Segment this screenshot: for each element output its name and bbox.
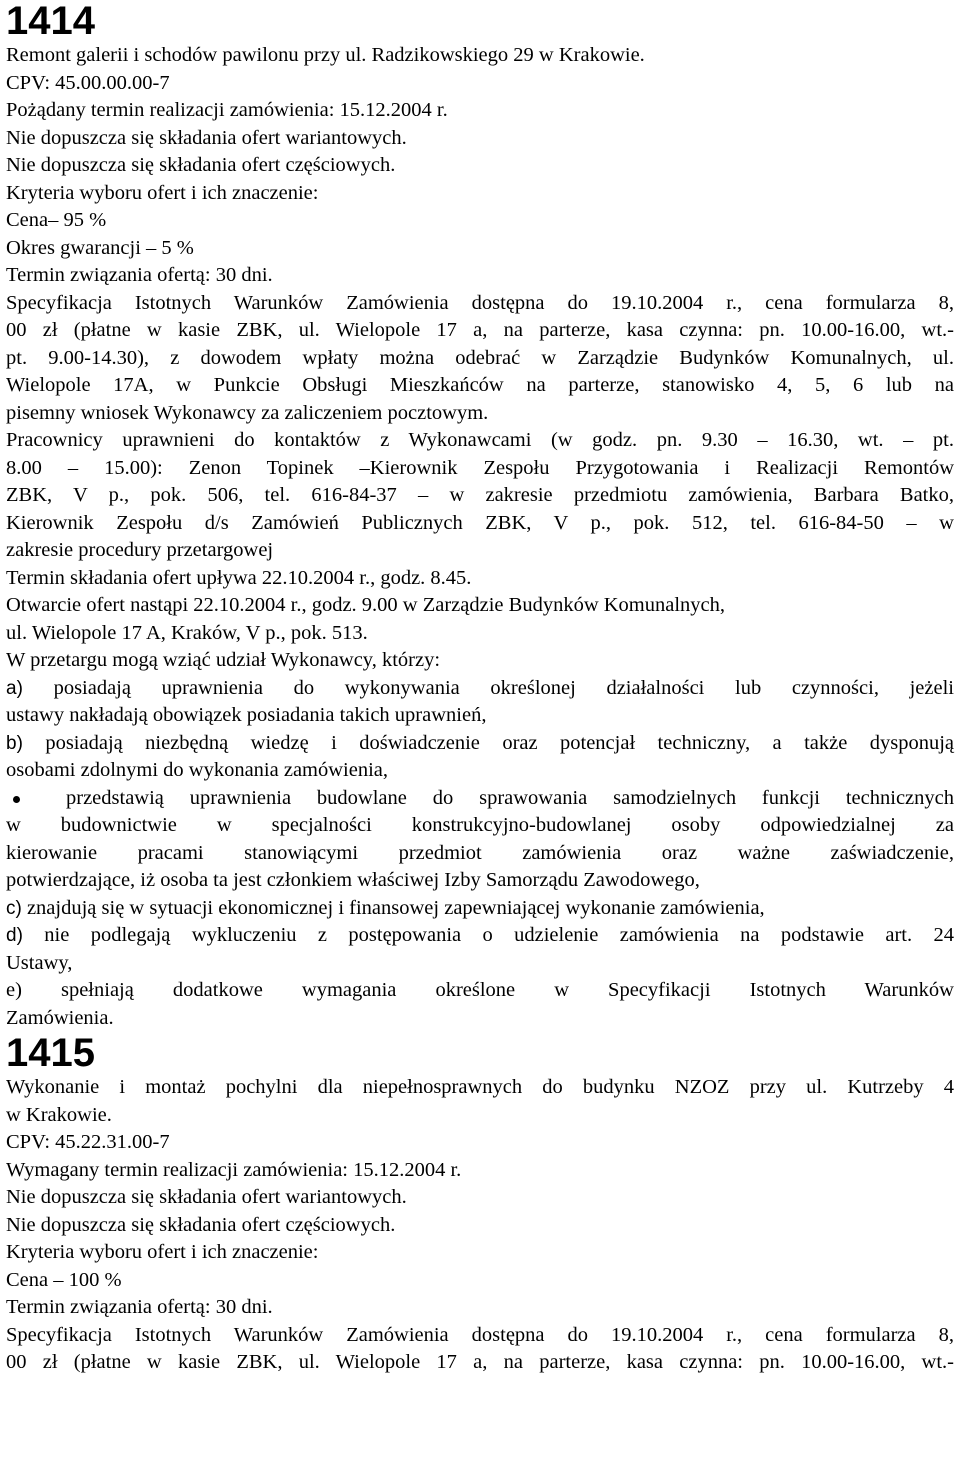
criterion-warranty: Okres gwarancji – 5 % xyxy=(6,236,194,259)
condition-b xyxy=(6,730,954,758)
condition-text: posiadają niezbędną wiedzę i doświadczenie oraz potencjał techniczny, a także dysponują xyxy=(45,731,954,754)
bullet-line: potwierdzające, iż osoba ta jest członkiem właściwej Izby Samorządu Zawodowego, xyxy=(6,869,700,891)
no-partial-offers: Nie dopuszcza się składania ofert częściowych. xyxy=(6,154,396,176)
siwz-line: pt. 9.00-14.30), z dowodem wpłaty można odebrać w Zarządzie Budynków Komunalnych, ul. xyxy=(6,346,954,369)
bullet-line: przedstawią uprawnienia budowlane do sprawowania samodzielnych funkcji technicznych xyxy=(6,785,954,813)
criterion-price: Cena – 100 % xyxy=(6,1268,122,1291)
bullet-item xyxy=(6,785,954,895)
opening-line: Otwarcie ofert nastąpi 22.10.2004 r., godz. 9.00 w Zarządzie Budynków Komunalnych, xyxy=(6,594,726,616)
bullet-line: w budownictwie w specjalności konstrukcyjno-budowlanej osoby odpowiedzialnej za xyxy=(6,814,954,836)
condition-b-cont: osobami zdolnymi do wykonania zamówienia, xyxy=(6,759,389,781)
notice-title: Wykonanie i montaż pochylni dla niepełnosprawnych do budynku NZOZ przy ul. Kutrzeby 4 xyxy=(6,1076,954,1098)
completion-term: Wymagany termin realizacji zamówienia: 15.12.2004 r. xyxy=(6,1158,462,1181)
notice-number: 1414 xyxy=(6,0,95,43)
contact-staff-line: Pracownicy uprawnieni do kontaktów z Wykonawcami (w godz. pn. 9.30 – 16.30, wt. – pt. xyxy=(6,429,954,451)
completion-term: Pożądany termin realizacji zamówienia: 15.12.2004 r. xyxy=(6,99,448,121)
condition-c xyxy=(6,895,954,923)
condition-label: c) xyxy=(6,897,22,919)
condition-e: e) spełniają dodatkowe wymagania określone w Specyfikacji Istotnych Warunków xyxy=(6,979,954,1001)
condition-text: posiadają uprawnienia do wykonywania określonej działalności lub czynności, jeżeli xyxy=(53,676,954,699)
no-variant-offers: Nie dopuszcza się składania ofert wariantowych. xyxy=(6,126,407,149)
criteria-heading: Kryteria wyboru ofert i ich znaczenie: xyxy=(6,1241,319,1263)
siwz-line: pisemny wniosek Wykonawcy za zaliczeniem pocztowym. xyxy=(6,401,489,424)
participants-heading: W przetargu mogą wziąć udział Wykonawcy, którzy: xyxy=(6,649,441,671)
condition-label: a) xyxy=(6,677,23,699)
condition-a xyxy=(6,675,954,703)
cpv-code: CPV: 45.22.31.00-7 xyxy=(6,1131,170,1153)
contact-staff-line: zakresie procedury przetargowej xyxy=(6,539,274,561)
condition-d-cont: Ustawy, xyxy=(6,951,73,974)
siwz-line: 00 zł (płatne w kasie ZBK, ul. Wielopole 17 a, na parterze, kasa czynna: pn. 10.00-16.00, wt.- xyxy=(6,319,954,341)
condition-text: znajdują się w sytuacji ekonomicznej i finansowej zapewniającej wykonanie zamówienia, xyxy=(26,896,765,919)
condition-a-cont: ustawy nakładają obowiązek posiadania takich uprawnień, xyxy=(6,704,487,726)
no-variant-offers: Nie dopuszcza się składania ofert wariantowych. xyxy=(6,1186,407,1208)
contact-staff-line: Kierownik Zespołu d/s Zamówień Publicznych ZBK, V p., pok. 512, tel. 616-84-50 – w xyxy=(6,511,954,534)
condition-d xyxy=(6,922,954,950)
siwz-line: Specyfikacja Istotnych Warunków Zamówienia dostępna do 19.10.2004 r., cena formularza 8, xyxy=(6,1323,954,1346)
opening-line: ul. Wielopole 17 A, Kraków, V p., pok. 513. xyxy=(6,621,368,644)
bullet-line: kierowanie pracami stanowiącymi przedmiot zamówienia oraz ważne zaświadczenie, xyxy=(6,841,954,864)
siwz-line: Specyfikacja Istotnych Warunków Zamówienia dostępna do 19.10.2004 r., cena formularza 8, xyxy=(6,291,954,314)
notice-1414 xyxy=(6,0,954,1032)
condition-text: nie podlegają wykluczeniu z postępowania o udzielenie zamówienia na podstawie art. 24 xyxy=(44,924,955,946)
criterion-price: Cena– 95 % xyxy=(6,209,107,231)
notice-1415 xyxy=(6,1032,954,1377)
criteria-heading: Kryteria wyboru ofert i ich znaczenie: xyxy=(6,181,319,204)
binding-period: Termin związania ofertą: 30 dni. xyxy=(6,1296,273,1318)
submission-deadline: Termin składania ofert upływa 22.10.2004 r., godz. 8.45. xyxy=(6,566,472,589)
contact-staff-line: ZBK, V p., pok. 506, tel. 616-84-37 – w zakresie przedmiotu zamówienia, Barbara Batko, xyxy=(6,484,954,506)
binding-period: Termin związania ofertą: 30 dni. xyxy=(6,264,273,286)
contact-staff-line: 8.00 – 15.00): Zenon Topinek –Kierownik Zespołu Przygotowania i Realizacji Remontów xyxy=(6,456,954,479)
condition-label: d) xyxy=(6,925,23,946)
siwz-line: 00 zł (płatne w kasie ZBK, ul. Wielopole 17 a, na parterze, kasa czynna: pn. 10.00-16.00, wt.- xyxy=(6,1351,954,1373)
notice-title: Remont galerii i schodów pawilonu przy ul. Radzikowskiego 29 w Krakowie. xyxy=(6,44,645,66)
condition-e-cont: Zamówienia. xyxy=(6,1006,114,1029)
siwz-line: Wielopole 17A, w Punkcie Obsługi Mieszkańców na parterze, stanowisko 4, 5, 6 lub na xyxy=(6,374,954,396)
notice-title-cont: w Krakowie. xyxy=(6,1103,112,1126)
no-partial-offers: Nie dopuszcza się składania ofert częściowych. xyxy=(6,1213,396,1236)
condition-label: b) xyxy=(6,732,23,754)
bullet-dot-icon xyxy=(13,796,20,803)
cpv-code: CPV: 45.00.00.00-7 xyxy=(6,71,170,94)
notice-number: 1415 xyxy=(6,1031,95,1075)
